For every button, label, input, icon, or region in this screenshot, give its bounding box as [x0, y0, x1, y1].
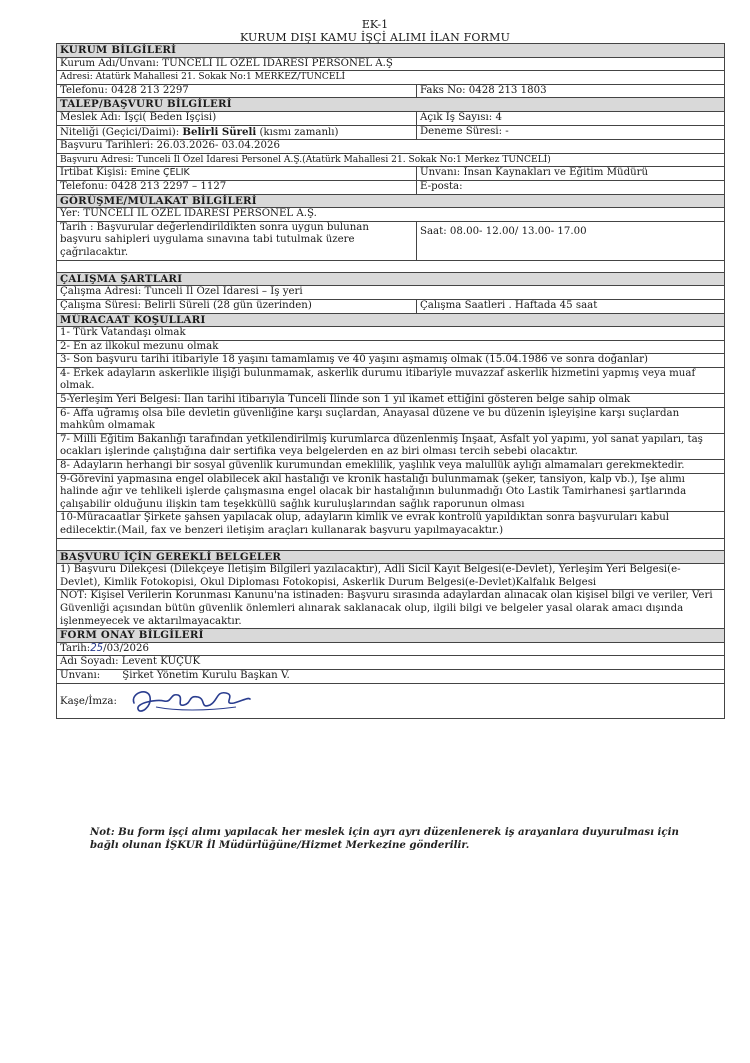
blank-row: [57, 538, 725, 550]
nature-bold: Belirli Süreli: [182, 125, 257, 138]
open-positions: Açık İş Sayısı: 4: [417, 111, 725, 125]
condition-item: 8- Adayların herhangi bir sosyal güvenlik kurumundan emeklilik, yaşlılık veya malullük aylığı almamaları gerekmektedir.: [57, 460, 725, 474]
annex-label: EK-1: [361, 18, 389, 31]
approver-title: [57, 669, 725, 683]
institution-fax: Faks No: 0428 213 1803: [417, 84, 725, 98]
condition-item: 7- Milli Eğitim Bakanlığı tarafından yetkilendirilmiş kurumlarca düzenlenmiş İnşaat, Asfalt yol yapımı, yol sanat yapıları, taş ocakları işlerinde çalıştığına dair sertifika veya belgelerden en az biri olması tercih sebebi olacaktır.: [57, 433, 725, 459]
approver-name: Adı Soyadı: Levent KÜÇÜK: [57, 656, 725, 670]
condition-item: 1- Türk Vatandaşı olmak: [57, 327, 725, 341]
interview-date: Tarih : Başvurular değerlendirildikten sonra uygun bulunan başvuru sahipleri uygulama sınavına tabi tutulmak üzere çağrılacaktır.: [57, 221, 417, 260]
stamp-signature-row: [57, 683, 725, 718]
stamp-signature-label: Kaşe/İmza:: [60, 695, 117, 707]
contact-person: [57, 167, 417, 181]
approver-title-label: Unvanı:: [60, 669, 101, 681]
work-duration: Çalışma Süresi: Belirli Süreli (28 gün üzerinden): [57, 299, 417, 313]
condition-item: 4- Erkek adayların askerlikle ilişiği bulunmamak, askerlik durumu itibariyle muvazzaf askerlik hizmetini yapmış veya muaf olmak.: [57, 367, 725, 393]
application-address: Başvuru Adresi: Tunceli İl Özel İdaresi Personel A.Ş.(Atatürk Mahallesi 21. Sokak No:1 Merkez TUNCELİ): [57, 153, 725, 167]
form-title: KURUM DIŞI KAMU İŞÇİ ALIMI İLAN FORMU: [239, 31, 511, 44]
application-dates: Başvuru Tarihleri: 26.03.2026- 03.04.2026: [57, 140, 725, 154]
interview-place: Yer: TUNCELİ İL ÖZEL İDARESİ PERSONEL A.Ş.: [57, 208, 725, 222]
approval-date-rest: /03/2026: [103, 642, 149, 654]
condition-item: 9-Görevini yapmasına engel olabilecek akıl hastalığı ve kronik hastalığı bulunmamak (şeker, tansiyon, kalp vb.), İşe alımı halinde ağır ve tehlikeli işlerde çalışmasına engel olacak bir hastalığının bulunmadığı Oto Lastik Tamirhanesi şartlarında çalışabilir olduğunu ilişkin tam teşekküllü sağlık kuruluşlarından sağlık raporunun olması: [57, 473, 725, 512]
condition-item: 5-Yerleşim Yeri Belgesi: İlan tarihi itibarıyla Tunceli İlinde son 1 yıl ikamet ettiğini gösteren belge sahip olmak: [57, 394, 725, 408]
blank-row: [57, 260, 725, 272]
section-interview: GÖRÜŞME/MÜLAKAT BİLGİLERİ: [57, 194, 725, 208]
required-documents: 1) Başvuru Dilekçesi (Dilekçeye İletişim Bilgileri yazılacaktır), Adli Sicil Kayıt Belgesi(e-Devlet), Yerleşim Yeri Belgesi(e-Devlet), Kimlik Fotokopisi, Okul Diploması Fotokopisi, Askerlik Durum Belgesi(e-Devlet)Kalfalık Belgesi: [57, 564, 725, 590]
interview-time: Saat: 08.00- 12.00/ 13.00- 17.00: [417, 221, 725, 260]
footer-note-text: Bu form işçi alımı yapılacak her meslek için ayrı ayrı düzenlenerek iş arayanlara duyurulması için bağlı olunan İŞKUR İl Müdürlüğüne/Hizmet Merkezine gönderilir.: [90, 826, 679, 851]
approval-date: [57, 642, 725, 656]
approval-date-day: 25: [90, 642, 104, 654]
footer-note-label: Not:: [90, 826, 115, 838]
signature-icon: [126, 685, 256, 717]
section-work: ÇALIŞMA ŞARTLARI: [57, 272, 725, 286]
footer-note: [90, 826, 690, 852]
condition-item: 10-Müracaatlar Şirkete şahsen yapılacak olup, adayların kimlik ve evrak kontrolü yapıldıktan sonra başvuruları kabul edilecektir.(Mail, fax ve benzeri iletişim araçları kullanarak başvuru yapılmayacaktır.): [57, 512, 725, 538]
work-address: Çalışma Adresi: Tunceli İl Özel İdaresi – İş yeri: [57, 286, 725, 300]
approver-title-value: Şirket Yönetim Kurulu Başkan V.: [122, 669, 290, 681]
contact-label: İrtibat Kişisi:: [60, 167, 131, 179]
probation-period: Deneme Süresi: -: [417, 125, 725, 140]
institution-name: Kurum Adı/Unvanı: TUNCELİ İL ÖZEL İDARESİ PERSONEL A.Ş: [57, 57, 725, 71]
work-hours: Çalışma Saatleri . Haftada 45 saat: [417, 299, 725, 313]
contact-phone: Telefonu: 0428 213 2297 – 1127: [57, 180, 417, 194]
occupation: Meslek Adı: İşçi( Beden İşçisi): [57, 111, 417, 125]
condition-item: 6- Affa uğramış olsa bile devletin güvenliğine karşı suçlardan, Anayasal düzene ve bu düzenin işleyişine karşı suçlardan mahkûm olmamak: [57, 407, 725, 433]
condition-item: 3- Son başvuru tarihi itibariyle 18 yaşını tamamlamış ve 40 yaşını aşmamış olmak (15.04.1986 ve sonra doğanlar): [57, 354, 725, 368]
contact-email: E-posta:: [417, 180, 725, 194]
section-approval: FORM ONAY BİLGİLERİ: [57, 629, 725, 643]
approval-date-label: Tarih:: [60, 642, 91, 654]
section-documents: BAŞVURU İÇİN GEREKLİ BELGELER: [57, 550, 725, 564]
employment-nature: [57, 125, 417, 140]
contact-name: Emine ÇELİK: [130, 167, 190, 179]
institution-address: Adresi: Atatürk Mahallesi 21. Sokak No:1 MERKEZ/TUNCELİ: [57, 71, 725, 85]
section-conditions: MÜRACAAT KOŞULLARI: [57, 313, 725, 327]
announcement-form-table: [56, 43, 725, 719]
contact-title: Unvanı: İnsan Kaynakları ve Eğitim Müdürü: [417, 167, 725, 181]
condition-item: 2- En az ilkokul mezunu olmak: [57, 340, 725, 354]
privacy-note: NOT: Kişisel Verilerin Korunması Kanunu'na istinaden: Başvuru sırasında adaylardan alınacak olan kişisel bilgi ve veriler, Veri Güvenliği açısından bütün güvenlik önlemleri alınarak saklanacak olup, ilgili bilgi ve belgeler yasal olarak amacı dışında işlenmeyecek ve aktarılmayacaktır.: [57, 590, 725, 629]
section-institution: KURUM BİLGİLERİ: [57, 44, 725, 58]
nature-suffix: (kısmı zamanlı): [256, 126, 339, 138]
section-request: TALEP/BAŞVURU BİLGİLERİ: [57, 98, 725, 112]
nature-prefix: Niteliği (Geçici/Daimi):: [60, 126, 183, 138]
institution-phone: Telefonu: 0428 213 2297: [57, 84, 417, 98]
